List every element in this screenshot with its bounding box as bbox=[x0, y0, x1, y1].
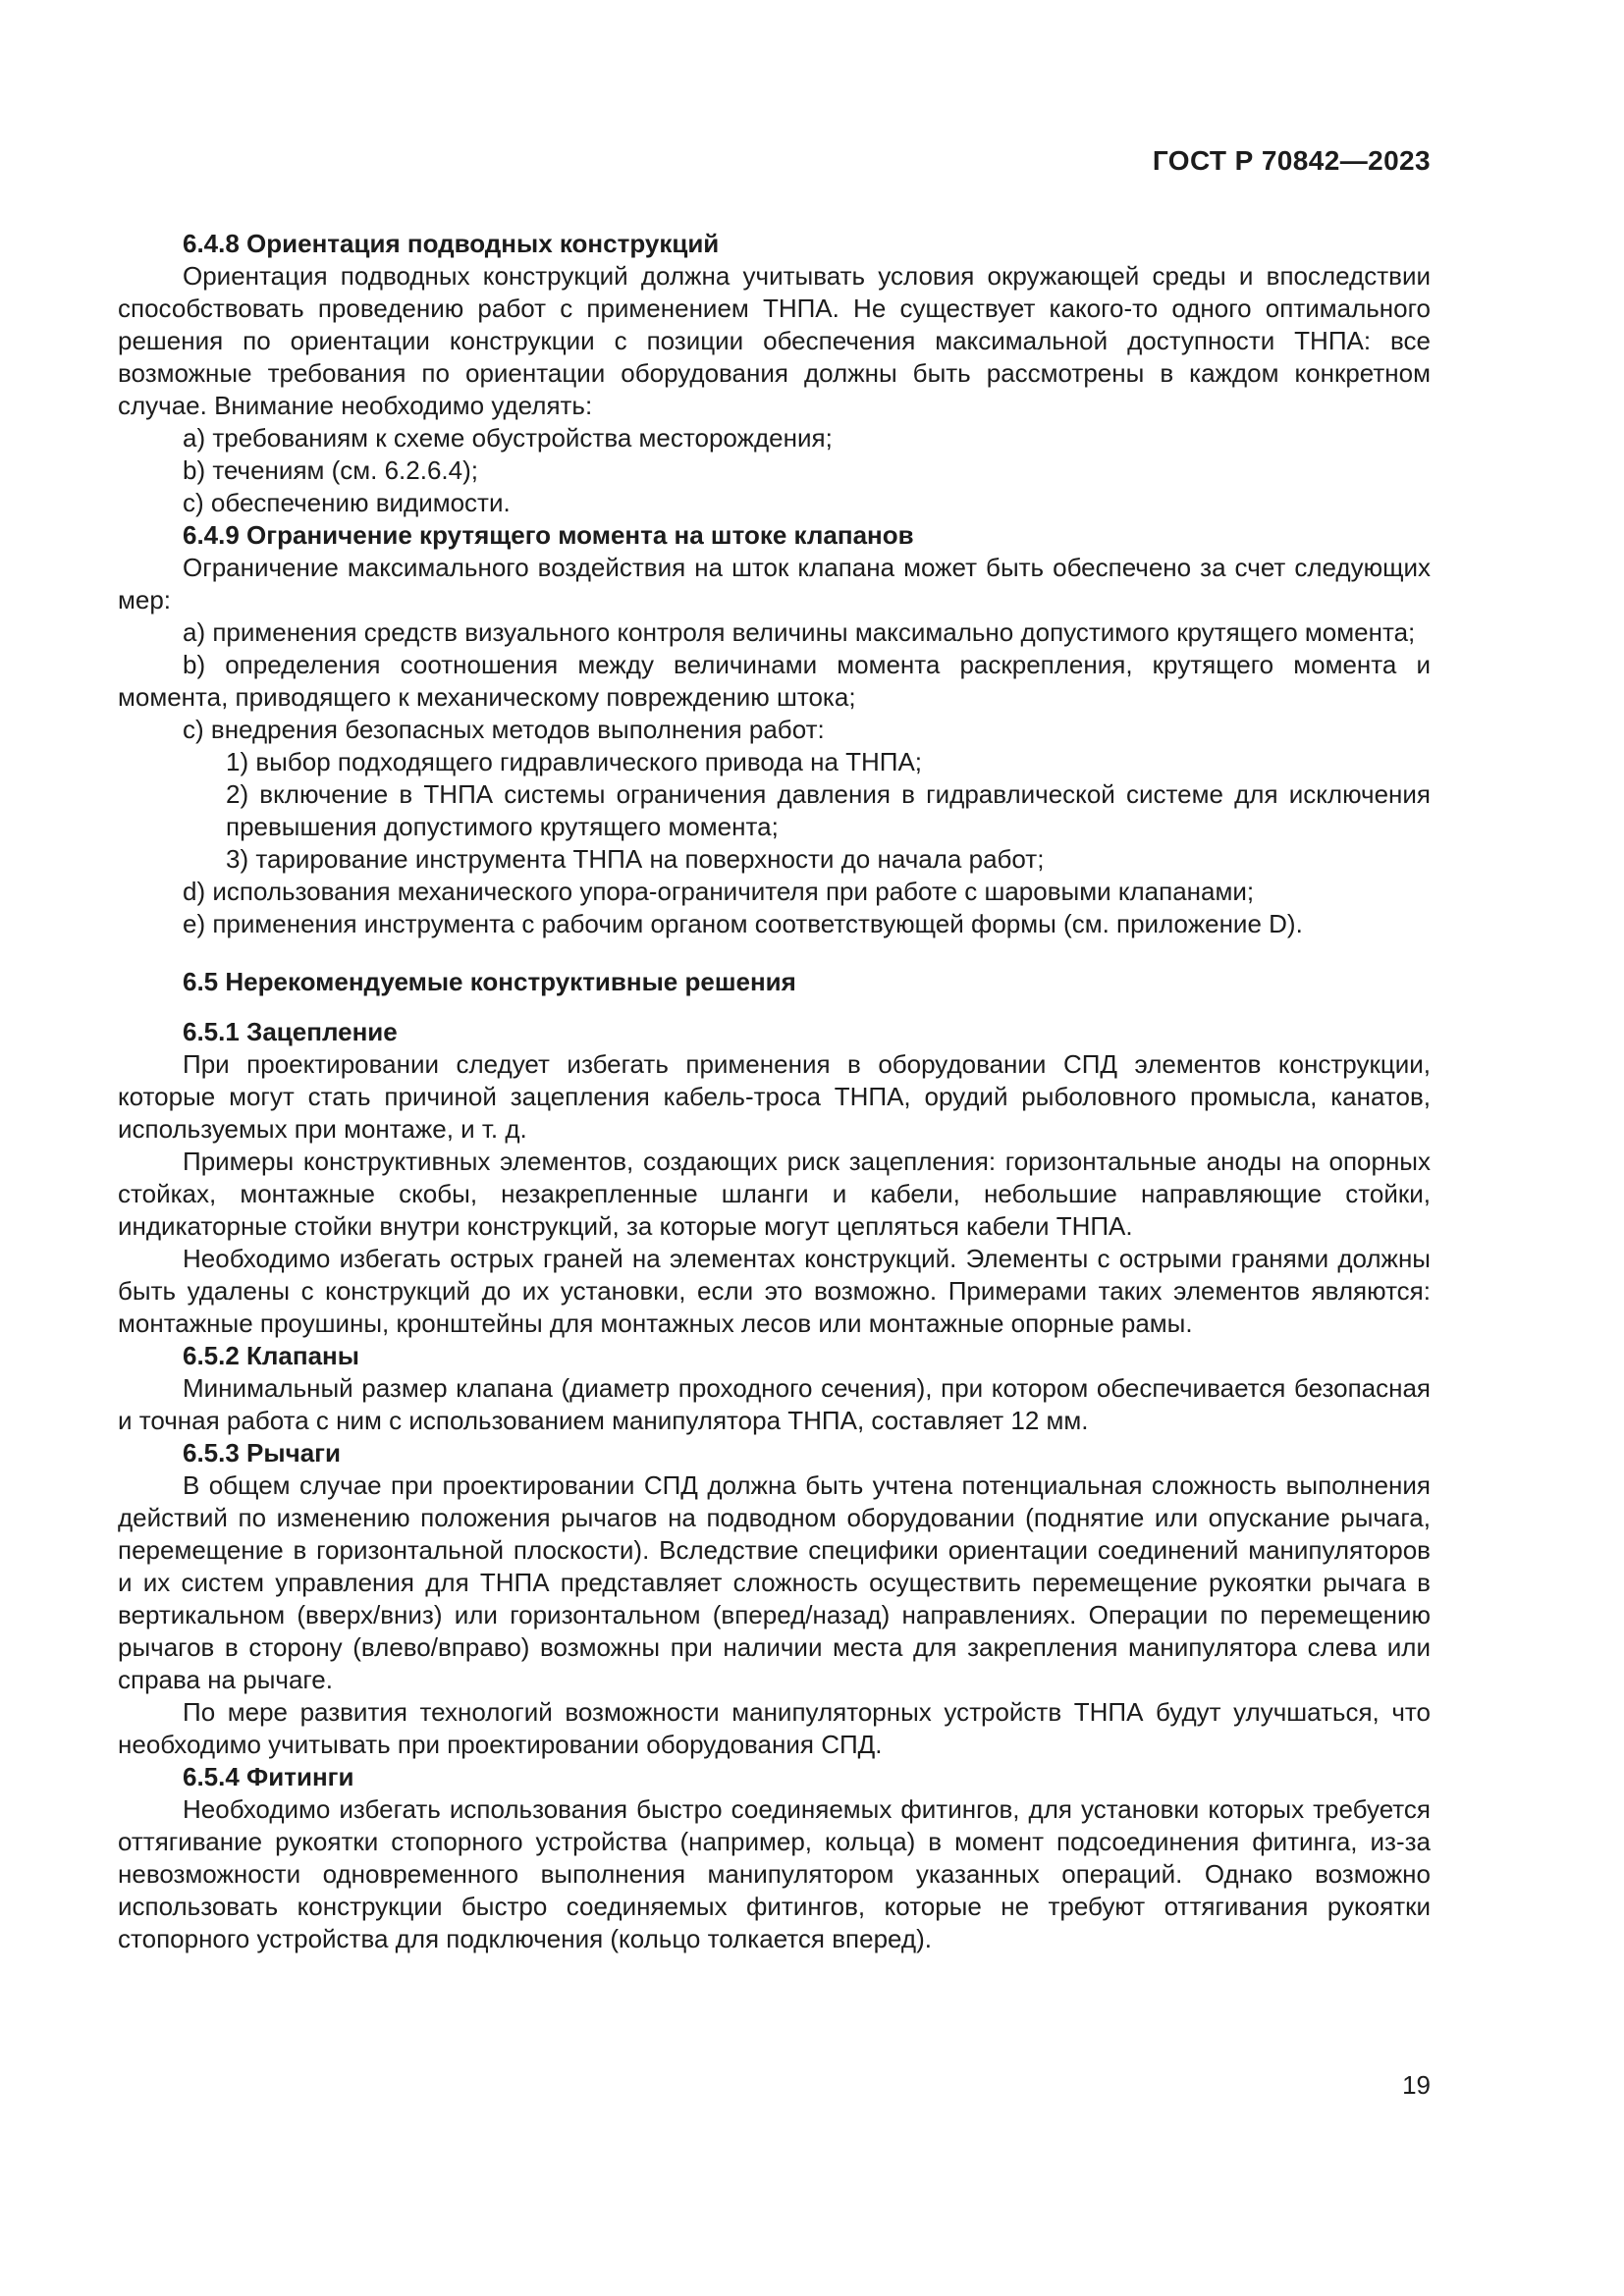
sub-list-item: 1) выбор подходящего гидравлического привода на ТНПА; bbox=[226, 747, 923, 776]
paragraph: Необходимо избегать острых граней на элементах конструкций. Элементы с острыми гранями должны быть удалены с конструкций до их установки, если это возможно. Примерами таких элементов являются: монтажные проушины, кронштейны для монтажных лесов или монтажные опорные рамы. bbox=[118, 1244, 1431, 1338]
page-number: 19 bbox=[1402, 2070, 1431, 2100]
standard-designation: ГОСТ Р 70842—2023 bbox=[1152, 145, 1431, 176]
paragraph: b) течениям (см. 6.2.6.4); bbox=[183, 455, 478, 485]
paragraph: c) внедрения безопасных методов выполнения работ: bbox=[183, 715, 825, 744]
paragraph: d) использования механического упора-ограничителя при работе с шаровыми клапанами; bbox=[183, 877, 1255, 906]
paragraph: При проектировании следует избегать применения в оборудовании СПД элементов конструкции, которые могут стать причиной зацепления кабель-троса ТНПА, орудий рыболовного промысла, канатов, используемых при монтаже, и т. д. bbox=[118, 1049, 1431, 1144]
paragraph: e) применения инструмента с рабочим органом соответствующей формы (см. приложение D). bbox=[183, 909, 1303, 938]
running-header bbox=[118, 146, 1431, 176]
sub-list-item: 3) тарирование инструмента ТНПА на поверхности до начала работ; bbox=[226, 844, 1045, 874]
clause-heading: 6.5.3 Рычаги bbox=[183, 1438, 341, 1468]
clause-heading: 6.4.9 Ограничение крутящего момента на штоке клапанов bbox=[183, 520, 914, 550]
paragraph: a) применения средств визуального контроля величины максимально допустимого крутящего момента; bbox=[183, 617, 1416, 647]
paragraph: a) требованиям к схеме обустройства месторождения; bbox=[183, 423, 833, 453]
paragraph: Примеры конструктивных элементов, создающих риск зацепления: горизонтальные аноды на опорных стойках, монтажные скобы, незакрепленные шланги и кабели, небольшие направляющие стойки, индикаторные стойки внутри конструкций, за которые могут цепляться кабели ТНПА. bbox=[118, 1147, 1431, 1241]
clause-heading: 6.5.2 Клапаны bbox=[183, 1341, 359, 1370]
paragraph: b) определения соотношения между величинами момента раскрепления, крутящего момента и момента, приводящего к механическому повреждению штока; bbox=[118, 650, 1431, 712]
paragraph: c) обеспечению видимости. bbox=[183, 488, 511, 517]
section-heading: 6.5 Нерекомендуемые конструктивные решения bbox=[183, 967, 796, 996]
paragraph: По мере развития технологий возможности манипуляторных устройств ТНПА будут улучшаться, что необходимо учитывать при проектировании оборудования СПД. bbox=[118, 1697, 1431, 1759]
document-content bbox=[118, 228, 1431, 1955]
clause-heading: 6.5.1 Зацепление bbox=[183, 1017, 398, 1046]
paragraph: Минимальный размер клапана (диаметр проходного сечения), при котором обеспечивается безопасная и точная работа с ним с использованием манипулятора ТНПА, составляет 12 мм. bbox=[118, 1373, 1431, 1435]
paragraph: В общем случае при проектировании СПД должна быть учтена потенциальная сложность выполнения действий по изменению положения рычагов на подводном оборудовании (поднятие или опускание рычага, перемещение в горизонтальной плоскости). Вследствие специфики ориентации соединений манипуляторов и их систем управления для ТНПА представляет сложность осуществить перемещение рукоятки рычага в вертикальном (вверх/вниз) или горизонтальном (вперед/назад) направлениях. Операции по перемещению рычагов в сторону (влево/вправо) возможны при наличии места для закрепления манипулятора слева или справа на рычаге. bbox=[118, 1470, 1431, 1694]
sub-list-item: 2) включение в ТНПА системы ограничения давления в гидравлической системе для исключения превышения допустимого крутящего момента; bbox=[226, 779, 1431, 841]
paragraph: Необходимо избегать использования быстро соединяемых фитингов, для установки которых требуется оттягивание рукоятки стопорного устройства (например, кольца) в момент подсоединения фитинга, из-за невозможности одновременного выполнения манипулятором указанных операций. Однако возможно использовать конструкции быстро соединяемых фитингов, которые не требуют оттягивания рукоятки стопорного устройства для подключения (кольцо толкается вперед). bbox=[118, 1794, 1431, 1953]
paragraph: Ориентация подводных конструкций должна учитывать условия окружающей среды и впоследствии способствовать проведению работ с применением ТНПА. Не существует какого-то одного оптимального решения по ориентации конструкции с позиции обеспечения максимальной доступности ТНПА: все возможные требования по ориентации оборудования должны быть рассмотрены в каждом конкретном случае. Внимание необходимо уделять: bbox=[118, 261, 1431, 420]
clause-heading: 6.4.8 Ориентация подводных конструкций bbox=[183, 229, 720, 258]
paragraph: Ограничение максимального воздействия на шток клапана может быть обеспечено за счет следующих мер: bbox=[118, 553, 1431, 614]
clause-heading: 6.5.4 Фитинги bbox=[183, 1762, 354, 1791]
